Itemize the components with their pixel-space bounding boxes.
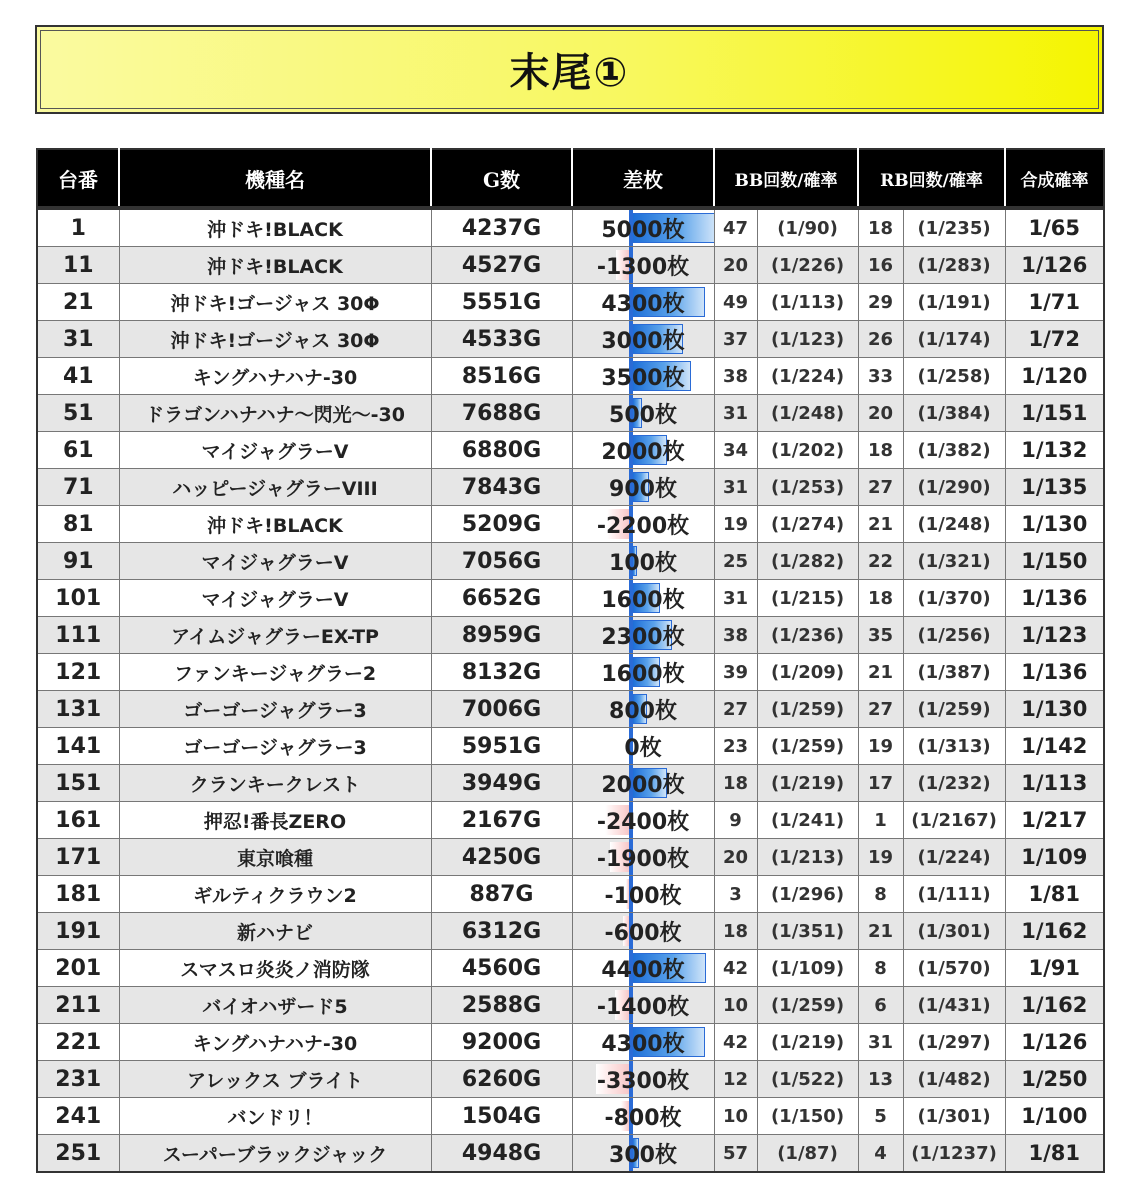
game-count: 2588G [431, 987, 572, 1024]
table-row [37, 950, 1104, 987]
difference-value: 500枚 [609, 402, 677, 428]
bb-count: 38 [714, 617, 757, 654]
bb-probability: (1/282) [757, 543, 858, 580]
rb-probability: (1/174) [903, 321, 1005, 358]
bb-count: 42 [714, 1024, 757, 1061]
table-row [37, 913, 1104, 950]
combined-probability: 1/217 [1005, 802, 1104, 839]
bb-probability: (1/202) [757, 432, 858, 469]
results-table [36, 148, 1105, 1173]
rb-count: 27 [858, 691, 903, 728]
machine-number: 181 [37, 876, 119, 913]
bb-probability: (1/215) [757, 580, 858, 617]
rb-count: 13 [858, 1061, 903, 1098]
combined-probability: 1/136 [1005, 580, 1104, 617]
game-count: 4237G [431, 208, 572, 247]
machine-number: 191 [37, 913, 119, 950]
combined-probability: 1/120 [1005, 358, 1104, 395]
table-row [37, 543, 1104, 580]
bb-count: 10 [714, 987, 757, 1024]
table-row [37, 432, 1104, 469]
title-banner [35, 25, 1104, 114]
machine-name: キングハナハナ-30 [119, 358, 431, 395]
coin-difference [572, 395, 714, 432]
combined-probability: 1/162 [1005, 913, 1104, 950]
coin-difference [572, 728, 714, 765]
difference-value: 100枚 [609, 550, 677, 576]
rb-probability: (1/382) [903, 432, 1005, 469]
combined-probability: 1/65 [1005, 208, 1104, 247]
combined-probability: 1/81 [1005, 876, 1104, 913]
rb-probability: (1/232) [903, 765, 1005, 802]
coin-difference [572, 987, 714, 1024]
combined-probability: 1/150 [1005, 543, 1104, 580]
machine-number: 51 [37, 395, 119, 432]
coin-difference [572, 654, 714, 691]
machine-name: ゴーゴージャグラー3 [119, 728, 431, 765]
combined-probability: 1/130 [1005, 691, 1104, 728]
difference-value: 4300枚 [601, 1031, 685, 1057]
table-row [37, 987, 1104, 1024]
machine-name: ギルティクラウン2 [119, 876, 431, 913]
rb-probability: (1/259) [903, 691, 1005, 728]
header-diff: 差枚 [572, 149, 714, 208]
rb-probability: (1/191) [903, 284, 1005, 321]
machine-name: 新ハナビ [119, 913, 431, 950]
table-row [37, 876, 1104, 913]
rb-count: 18 [858, 432, 903, 469]
rb-count: 29 [858, 284, 903, 321]
combined-probability: 1/91 [1005, 950, 1104, 987]
rb-count: 31 [858, 1024, 903, 1061]
bb-probability: (1/226) [757, 247, 858, 284]
machine-number: 141 [37, 728, 119, 765]
combined-probability: 1/250 [1005, 1061, 1104, 1098]
difference-value: 0枚 [624, 735, 662, 761]
bb-probability: (1/219) [757, 765, 858, 802]
rb-probability: (1/290) [903, 469, 1005, 506]
table-row [37, 802, 1104, 839]
combined-probability: 1/123 [1005, 617, 1104, 654]
machine-number: 211 [37, 987, 119, 1024]
difference-value: 800枚 [609, 698, 677, 724]
game-count: 5209G [431, 506, 572, 543]
header-games: G数 [431, 149, 572, 208]
machine-name: ハッピージャグラーVIII [119, 469, 431, 506]
combined-probability: 1/142 [1005, 728, 1104, 765]
rb-count: 8 [858, 950, 903, 987]
difference-value: 1600枚 [601, 661, 685, 687]
combined-probability: 1/81 [1005, 1135, 1104, 1173]
rb-count: 21 [858, 654, 903, 691]
rb-count: 5 [858, 1098, 903, 1135]
difference-value: -800枚 [604, 1105, 682, 1131]
header-number: 台番 [37, 149, 119, 208]
combined-probability: 1/136 [1005, 654, 1104, 691]
bb-count: 20 [714, 839, 757, 876]
table-row [37, 1098, 1104, 1135]
rb-probability: (1/431) [903, 987, 1005, 1024]
game-count: 8132G [431, 654, 572, 691]
bb-count: 3 [714, 876, 757, 913]
coin-difference [572, 950, 714, 987]
bb-probability: (1/259) [757, 728, 858, 765]
table-header [37, 149, 1104, 208]
machine-name: スーパーブラックジャック [119, 1135, 431, 1173]
rb-count: 35 [858, 617, 903, 654]
game-count: 6312G [431, 913, 572, 950]
difference-value: 2000枚 [601, 772, 685, 798]
bb-probability: (1/87) [757, 1135, 858, 1173]
rb-probability: (1/384) [903, 395, 1005, 432]
rb-probability: (1/111) [903, 876, 1005, 913]
machine-number: 131 [37, 691, 119, 728]
table-row [37, 654, 1104, 691]
difference-value: 5000枚 [601, 217, 685, 243]
bb-probability: (1/259) [757, 691, 858, 728]
game-count: 7006G [431, 691, 572, 728]
coin-difference [572, 765, 714, 802]
machine-number: 81 [37, 506, 119, 543]
combined-probability: 1/113 [1005, 765, 1104, 802]
combined-probability: 1/162 [1005, 987, 1104, 1024]
machine-name: ファンキージャグラー2 [119, 654, 431, 691]
combined-probability: 1/126 [1005, 247, 1104, 284]
coin-difference [572, 1061, 714, 1098]
difference-value: -1300枚 [596, 254, 690, 280]
rb-probability: (1/321) [903, 543, 1005, 580]
coin-difference [572, 469, 714, 506]
rb-count: 19 [858, 839, 903, 876]
machine-number: 231 [37, 1061, 119, 1098]
rb-count: 8 [858, 876, 903, 913]
machine-name: キングハナハナ-30 [119, 1024, 431, 1061]
bb-probability: (1/90) [757, 208, 858, 247]
difference-value: -3300枚 [596, 1068, 690, 1094]
machine-name: 沖ドキ!BLACK [119, 506, 431, 543]
rb-probability: (1/248) [903, 506, 1005, 543]
bb-count: 31 [714, 395, 757, 432]
bb-count: 38 [714, 358, 757, 395]
game-count: 6260G [431, 1061, 572, 1098]
difference-value: -2200枚 [596, 513, 690, 539]
machine-number: 201 [37, 950, 119, 987]
game-count: 7056G [431, 543, 572, 580]
table-row [37, 247, 1104, 284]
game-count: 4948G [431, 1135, 572, 1173]
table-row [37, 395, 1104, 432]
bb-probability: (1/219) [757, 1024, 858, 1061]
rb-count: 26 [858, 321, 903, 358]
bb-count: 47 [714, 208, 757, 247]
table-row [37, 321, 1104, 358]
machine-number: 151 [37, 765, 119, 802]
bb-probability: (1/209) [757, 654, 858, 691]
machine-name: クランキークレスト [119, 765, 431, 802]
game-count: 7843G [431, 469, 572, 506]
bb-probability: (1/109) [757, 950, 858, 987]
coin-difference [572, 247, 714, 284]
machine-number: 241 [37, 1098, 119, 1135]
bb-count: 39 [714, 654, 757, 691]
machine-name: アレックス ブライト [119, 1061, 431, 1098]
difference-value: -100枚 [604, 883, 682, 909]
combined-probability: 1/100 [1005, 1098, 1104, 1135]
machine-number: 171 [37, 839, 119, 876]
machine-name: マイジャグラーV [119, 543, 431, 580]
coin-difference [572, 691, 714, 728]
rb-count: 33 [858, 358, 903, 395]
difference-value: -600枚 [604, 920, 682, 946]
machine-name: スマスロ炎炎ノ消防隊 [119, 950, 431, 987]
difference-value: 300枚 [609, 1142, 677, 1168]
table-row [37, 358, 1104, 395]
game-count: 4560G [431, 950, 572, 987]
coin-difference [572, 876, 714, 913]
game-count: 887G [431, 876, 572, 913]
bb-count: 37 [714, 321, 757, 358]
difference-value: 1600枚 [601, 587, 685, 613]
bb-probability: (1/123) [757, 321, 858, 358]
bb-count: 9 [714, 802, 757, 839]
machine-number: 61 [37, 432, 119, 469]
bb-count: 49 [714, 284, 757, 321]
header-combined: 合成確率 [1005, 149, 1104, 208]
bb-probability: (1/253) [757, 469, 858, 506]
bb-probability: (1/351) [757, 913, 858, 950]
bb-count: 57 [714, 1135, 757, 1173]
coin-difference [572, 913, 714, 950]
machine-number: 31 [37, 321, 119, 358]
rb-count: 16 [858, 247, 903, 284]
machine-number: 21 [37, 284, 119, 321]
combined-probability: 1/132 [1005, 432, 1104, 469]
table-row [37, 617, 1104, 654]
bb-count: 19 [714, 506, 757, 543]
bb-count: 18 [714, 913, 757, 950]
bb-count: 27 [714, 691, 757, 728]
game-count: 5551G [431, 284, 572, 321]
rb-probability: (1/297) [903, 1024, 1005, 1061]
coin-difference [572, 617, 714, 654]
coin-difference [572, 1098, 714, 1135]
coin-difference [572, 839, 714, 876]
combined-probability: 1/135 [1005, 469, 1104, 506]
machine-number: 11 [37, 247, 119, 284]
coin-difference [572, 284, 714, 321]
bb-count: 10 [714, 1098, 757, 1135]
coin-difference [572, 802, 714, 839]
bb-probability: (1/113) [757, 284, 858, 321]
bb-probability: (1/224) [757, 358, 858, 395]
game-count: 8959G [431, 617, 572, 654]
table-row [37, 1024, 1104, 1061]
difference-value: -1400枚 [596, 994, 690, 1020]
coin-difference [572, 506, 714, 543]
coin-difference [572, 321, 714, 358]
bb-probability: (1/296) [757, 876, 858, 913]
bb-probability: (1/522) [757, 1061, 858, 1098]
rb-count: 17 [858, 765, 903, 802]
combined-probability: 1/72 [1005, 321, 1104, 358]
game-count: 2167G [431, 802, 572, 839]
rb-probability: (1/387) [903, 654, 1005, 691]
rb-count: 1 [858, 802, 903, 839]
header-bb: BB回数/確率 [714, 149, 858, 208]
bb-count: 31 [714, 580, 757, 617]
machine-name: 沖ドキ!BLACK [119, 247, 431, 284]
machine-name: マイジャグラーV [119, 580, 431, 617]
table-row [37, 506, 1104, 543]
difference-value: 3000枚 [601, 328, 685, 354]
game-count: 9200G [431, 1024, 572, 1061]
difference-value: -1900枚 [596, 846, 690, 872]
combined-probability: 1/126 [1005, 1024, 1104, 1061]
table-row [37, 208, 1104, 247]
table-row [37, 839, 1104, 876]
bb-count: 42 [714, 950, 757, 987]
rb-probability: (1/570) [903, 950, 1005, 987]
rb-count: 6 [858, 987, 903, 1024]
game-count: 6652G [431, 580, 572, 617]
rb-probability: (1/256) [903, 617, 1005, 654]
bb-count: 31 [714, 469, 757, 506]
machine-name: アイムジャグラーEX-TP [119, 617, 431, 654]
machine-number: 91 [37, 543, 119, 580]
bb-count: 23 [714, 728, 757, 765]
rb-probability: (1/313) [903, 728, 1005, 765]
rb-probability: (1/370) [903, 580, 1005, 617]
rb-count: 22 [858, 543, 903, 580]
table-row [37, 284, 1104, 321]
rb-probability: (1/301) [903, 1098, 1005, 1135]
rb-probability: (1/224) [903, 839, 1005, 876]
machine-name: マイジャグラーV [119, 432, 431, 469]
rb-count: 21 [858, 913, 903, 950]
rb-count: 20 [858, 395, 903, 432]
coin-difference [572, 1135, 714, 1173]
rb-count: 4 [858, 1135, 903, 1173]
bb-count: 25 [714, 543, 757, 580]
game-count: 5951G [431, 728, 572, 765]
coin-difference [572, 580, 714, 617]
table-body [37, 208, 1104, 1172]
machine-name: 押忍!番長ZERO [119, 802, 431, 839]
combined-probability: 1/109 [1005, 839, 1104, 876]
table-row [37, 728, 1104, 765]
coin-difference [572, 358, 714, 395]
combined-probability: 1/151 [1005, 395, 1104, 432]
machine-name: 沖ドキ!ゴージャス 30Φ [119, 284, 431, 321]
difference-value: 4400枚 [601, 957, 685, 983]
bb-count: 12 [714, 1061, 757, 1098]
game-count: 8516G [431, 358, 572, 395]
table-row [37, 580, 1104, 617]
rb-count: 18 [858, 580, 903, 617]
bb-probability: (1/259) [757, 987, 858, 1024]
machine-number: 1 [37, 208, 119, 247]
bb-count: 18 [714, 765, 757, 802]
machine-number: 121 [37, 654, 119, 691]
table-row [37, 691, 1104, 728]
machine-number: 101 [37, 580, 119, 617]
rb-probability: (1/301) [903, 913, 1005, 950]
difference-value: 2300枚 [601, 624, 685, 650]
game-count: 3949G [431, 765, 572, 802]
machine-number: 251 [37, 1135, 119, 1173]
bb-probability: (1/150) [757, 1098, 858, 1135]
rb-probability: (1/283) [903, 247, 1005, 284]
bb-probability: (1/241) [757, 802, 858, 839]
table-row [37, 1061, 1104, 1098]
rb-probability: (1/482) [903, 1061, 1005, 1098]
machine-name: ドラゴンハナハナ～閃光～-30 [119, 395, 431, 432]
bb-probability: (1/248) [757, 395, 858, 432]
machine-name: バイオハザード5 [119, 987, 431, 1024]
rb-probability: (1/2167) [903, 802, 1005, 839]
game-count: 6880G [431, 432, 572, 469]
machine-number: 41 [37, 358, 119, 395]
coin-difference [572, 432, 714, 469]
combined-probability: 1/130 [1005, 506, 1104, 543]
game-count: 1504G [431, 1098, 572, 1135]
machine-name: 東京喰種 [119, 839, 431, 876]
page-title: 末尾① [509, 50, 630, 96]
machine-name: ゴーゴージャグラー3 [119, 691, 431, 728]
game-count: 4527G [431, 247, 572, 284]
bb-count: 20 [714, 247, 757, 284]
machine-name: 沖ドキ!BLACK [119, 208, 431, 247]
difference-value: 2000枚 [601, 439, 685, 465]
bb-probability: (1/274) [757, 506, 858, 543]
difference-value: 3500枚 [601, 365, 685, 391]
difference-value: -2400枚 [596, 809, 690, 835]
game-count: 4533G [431, 321, 572, 358]
difference-value: 4300枚 [601, 291, 685, 317]
rb-count: 19 [858, 728, 903, 765]
rb-count: 27 [858, 469, 903, 506]
rb-count: 18 [858, 208, 903, 247]
machine-name: 沖ドキ!ゴージャス 30Φ [119, 321, 431, 358]
combined-probability: 1/71 [1005, 284, 1104, 321]
rb-count: 21 [858, 506, 903, 543]
game-count: 7688G [431, 395, 572, 432]
difference-value: 900枚 [609, 476, 677, 502]
machine-number: 161 [37, 802, 119, 839]
machine-name: バンドリ！ [119, 1098, 431, 1135]
rb-probability: (1/258) [903, 358, 1005, 395]
bb-probability: (1/236) [757, 617, 858, 654]
rb-probability: (1/1237) [903, 1135, 1005, 1173]
game-count: 4250G [431, 839, 572, 876]
header-machine: 機種名 [119, 149, 431, 208]
coin-difference [572, 208, 714, 247]
bb-probability: (1/213) [757, 839, 858, 876]
machine-number: 71 [37, 469, 119, 506]
machine-number: 221 [37, 1024, 119, 1061]
table-row [37, 765, 1104, 802]
bb-count: 34 [714, 432, 757, 469]
rb-probability: (1/235) [903, 208, 1005, 247]
machine-number: 111 [37, 617, 119, 654]
coin-difference [572, 1024, 714, 1061]
coin-difference [572, 543, 714, 580]
table-row [37, 1135, 1104, 1173]
table-row [37, 469, 1104, 506]
header-rb: RB回数/確率 [858, 149, 1005, 208]
